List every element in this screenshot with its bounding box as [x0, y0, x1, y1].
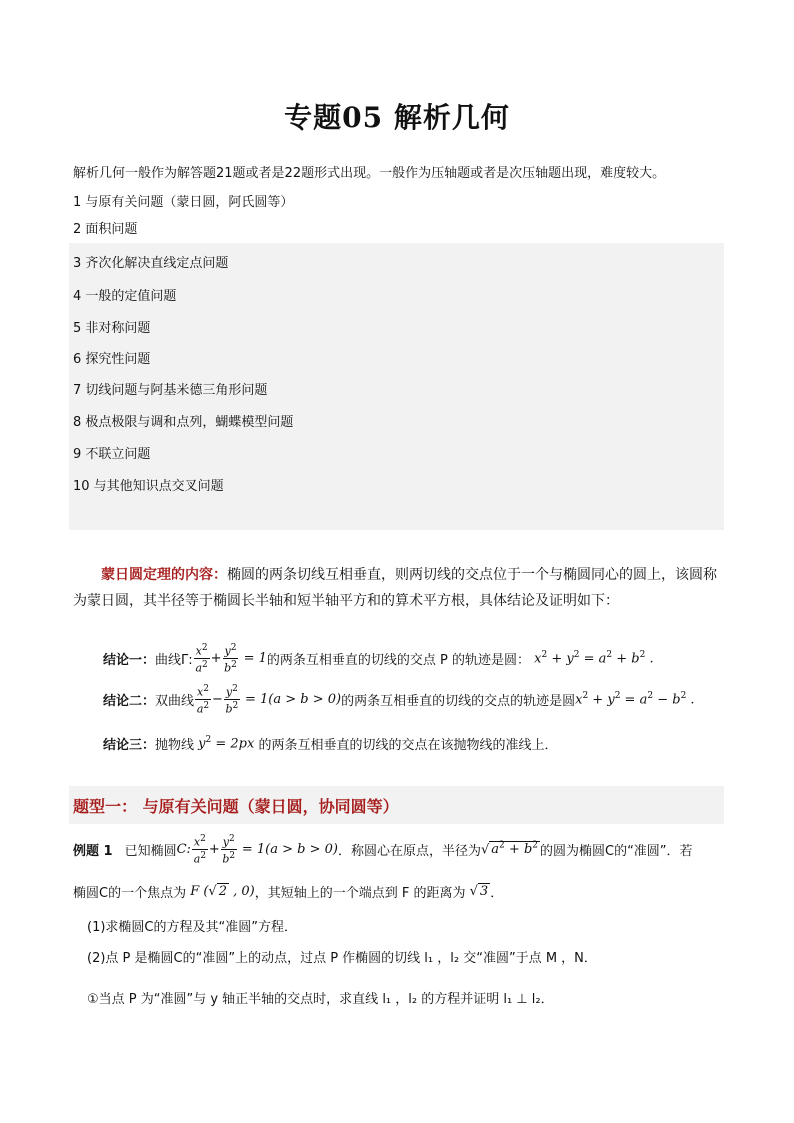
- topic-item: 6 探究性问题: [73, 352, 151, 367]
- question-1: (1)求椭圆C的方程及其“准圆”方程．: [87, 919, 297, 935]
- formula: $x^2 + y^2 = a^2 - b^2$ .: [575, 690, 695, 708]
- conclusion-3: [103, 728, 557, 758]
- topic-item: 2 面积问题: [73, 222, 138, 237]
- topic-item: 1 与原有关问题（蒙日圆，阿氏圆等）: [73, 195, 294, 210]
- conclusion-2-label: 结论二：: [103, 693, 156, 709]
- conclusion-1: 结论一： 曲线Γ: $\frac{x^2}{a^2}$ + $\frac{y^2}{b^2}$ = 1 的两条互相垂直的切线的交点 P 的轨迹是圆： $x^2 + y^2 = a^2 + b^2$ .: [103, 642, 654, 675]
- example-l1-pre: 已知椭圆: [124, 843, 177, 859]
- example-l2-post: ．: [490, 885, 504, 901]
- formula-frac: $\frac{x^2}{a^2}$: [193, 833, 207, 866]
- topic-item: 7 切线问题与阿基米德三角形问题: [73, 383, 268, 398]
- formula-frac: $\frac{y^2}{b^2}$: [222, 833, 236, 866]
- theorem-body: 椭圆的两条切线互相垂直，则两切线的交点位于一个与椭圆同心的圆上，该圆称为蒙日圆，其半径等于椭圆长半轴和短半轴平方和的算术平方根，具体结论及证明如下：: [73, 567, 717, 609]
- theorem-lead: 蒙日圆定理的内容：: [101, 567, 227, 583]
- conclusion-2-post: 的两条互相垂直的切线的交点的轨迹是圆: [341, 693, 576, 709]
- question-2: (2)点 P 是椭圆C的“准圆”上的动点，过点 P 作椭圆的切线 l₁ ，l₂ 交“准圆”于点 M ，N．: [87, 950, 597, 966]
- example-l1-post: 的圆为椭圆C的“准圆”．若: [540, 843, 693, 859]
- formula-frac: $\frac{x^2}{a^2}$: [195, 642, 208, 675]
- topic-item: 4 一般的定值问题: [73, 289, 177, 304]
- example-label: 例题 1: [73, 843, 113, 859]
- intro-text: 解析几何一般作为解答题21题或者是22题形式出现。一般作为压轴题或者是次压轴题出现，难度较大。: [73, 166, 666, 181]
- conclusion-3-label: 结论三：: [103, 737, 156, 753]
- example-l1-mid: ．称圆心在原点，半径为: [337, 843, 481, 859]
- theorem-paragraph: [73, 562, 723, 614]
- formula-frac: $\frac{y^2}{b^2}$: [224, 642, 237, 675]
- formula: $x^2 + y^2 = a^2 + b^2$ .: [530, 649, 654, 667]
- topic-item: 3 齐次化解决直线定点问题: [73, 256, 229, 271]
- formula-frac: $\frac{y^2}{b^2}$: [225, 683, 239, 716]
- formula-frac: $\frac{x^2}{a^2}$: [196, 683, 210, 716]
- example-line-2: 椭圆C的一个焦点为 F (√ 2 , 0) ，其短轴上的一个端点到 F 的距离为 √ 3 ．: [73, 883, 504, 901]
- topic-item: 8 极点极限与调和点列，蝴蝶模型问题: [73, 415, 294, 430]
- conclusion-2: 结论二： 双曲线 $\frac{x^2}{a^2}$ − $\frac{y^2}{b^2}$ = 1(a > b > 0) 的两条互相垂直的切线的交点的轨迹是圆 $x^2 + y^2 = a^2 - b^2$ .: [103, 683, 695, 716]
- section-title: 题型一： 与原有关问题（蒙日圆，协同圆等）: [73, 797, 399, 816]
- page-title: 专题05 解析几何: [284, 101, 510, 134]
- topic-item: 10 与其他知识点交叉问题: [73, 479, 224, 494]
- conclusion-1-post: 的两条互相垂直的切线的交点 P 的轨迹是圆：: [266, 652, 530, 668]
- conclusion-1-pre: 曲线Γ:: [155, 652, 193, 668]
- conclusion-1-label: 结论一：: [103, 652, 156, 668]
- question-3: ①当点 P 为“准圆”与 y 轴正半轴的交点时，求直线 l₁ ，l₂ 的方程并证明 l₁ ⊥ l₂．: [87, 991, 554, 1007]
- example-l2-mid: ，其短轴上的一个端点到 F 的距离为: [254, 885, 466, 901]
- formula: $y^2 = 2px$: [194, 734, 259, 752]
- example-l2-pre: 椭圆C的一个焦点为: [73, 885, 187, 901]
- conclusion-2-pre: 双曲线: [155, 693, 195, 709]
- topic-item: 5 非对称问题: [73, 321, 151, 336]
- example-line-1: 例题 1 已知椭圆 C: $\frac{x^2}{a^2}$ + $\frac{y^2}{b^2}$ = 1(a > b > 0) ．称圆心在原点，半径为 √ $a^2 + b^2$ 的圆为椭圆C的“准圆”．若: [73, 833, 693, 866]
- conclusion-3-pre: 抛物线: [155, 737, 195, 753]
- topic-item: 9 不联立问题: [73, 447, 151, 462]
- conclusion-3-post: 的两条互相垂直的切线的交点在该抛物线的准线上．: [258, 737, 558, 753]
